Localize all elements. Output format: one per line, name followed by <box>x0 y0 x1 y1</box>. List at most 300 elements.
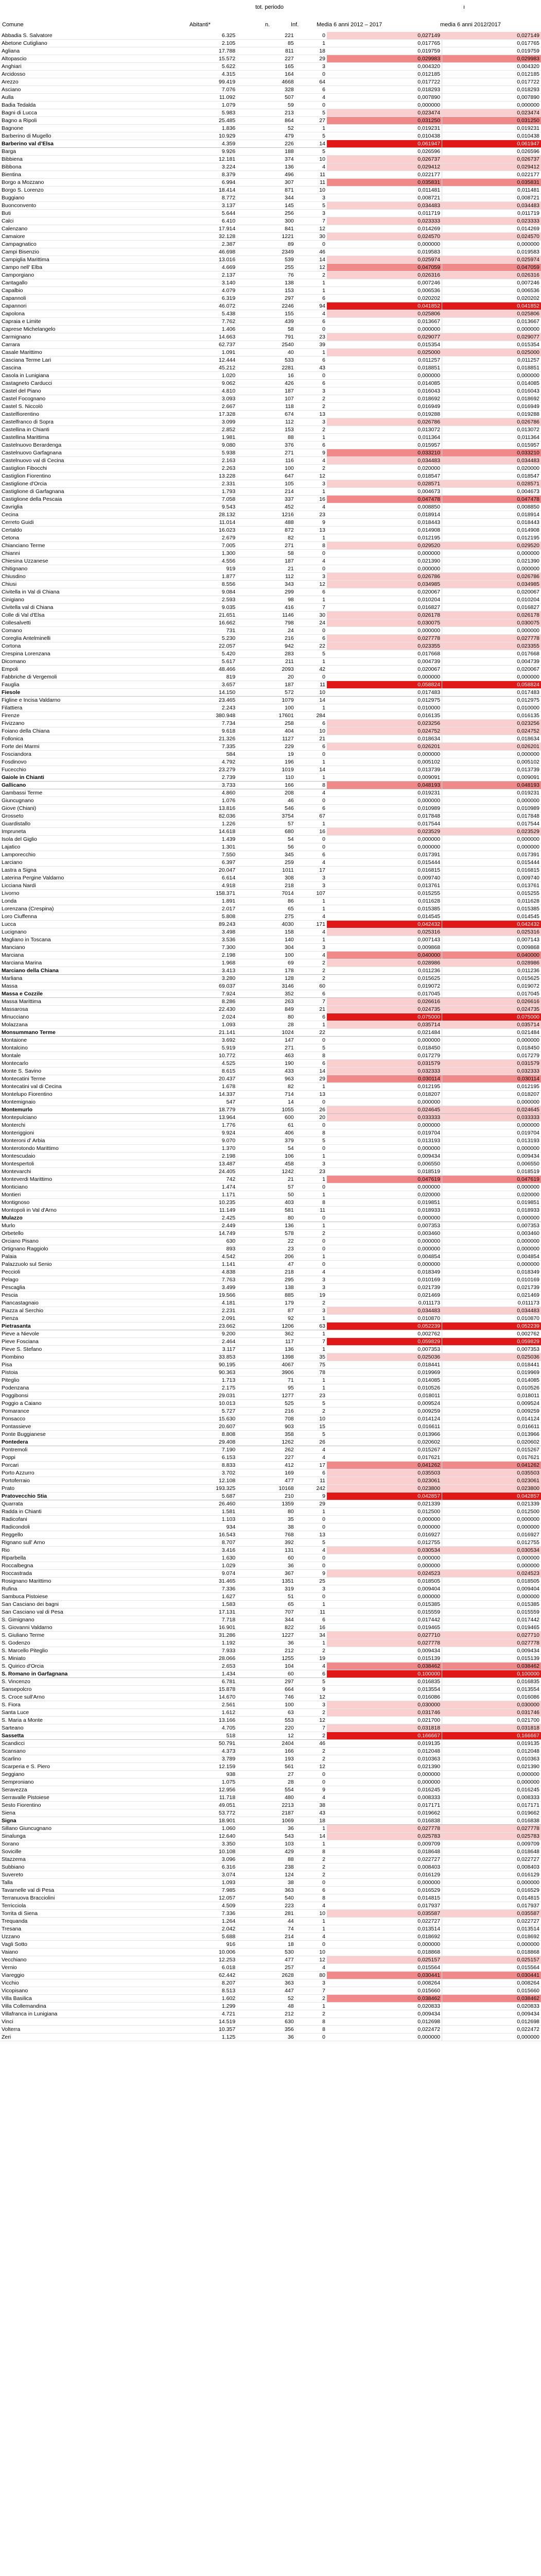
n-cell: 166 <box>237 1748 295 1755</box>
media-b-cell: 0,003460 <box>442 1230 541 1238</box>
inf-cell: 0 <box>295 372 327 380</box>
media-cell: 0,013667 <box>327 318 442 326</box>
table-row <box>0 1585 541 1593</box>
media-b-cell: 0,012755 <box>442 1539 541 1547</box>
media-cell: 0,018547 <box>327 472 442 480</box>
table-row <box>0 1732 541 1740</box>
table-row <box>0 387 541 395</box>
media-b-cell: 0,015957 <box>442 442 541 449</box>
n-cell: 281 <box>237 1910 295 1918</box>
table-row <box>0 1663 541 1670</box>
abitanti-cell: 23.662 <box>168 1323 237 1330</box>
comune-cell: Volterra <box>0 2026 168 2033</box>
n-cell: 10168 <box>237 1485 295 1493</box>
abitanti-cell: 13.166 <box>168 1717 237 1724</box>
comune-cell: Sinalunga <box>0 1833 168 1840</box>
media-b-cell: 0,000000 <box>442 751 541 758</box>
n-cell: 581 <box>237 1207 295 1214</box>
media-cell: 0,016949 <box>327 403 442 411</box>
media-cell: 0,031746 <box>327 1709 442 1717</box>
inf-cell: 2 <box>295 1755 327 1763</box>
comune-cell: S. Miniato <box>0 1655 168 1663</box>
abitanti-cell: 9.080 <box>168 442 237 449</box>
abitanti-cell: 2.331 <box>168 480 237 488</box>
n-cell: 1055 <box>237 1106 295 1114</box>
comune-cell: Palazzuolo sul Senio <box>0 1261 168 1268</box>
media-cell: 0,042857 <box>327 1493 442 1500</box>
comune-cell: Montemurlo <box>0 1106 168 1114</box>
n-cell: 218 <box>237 882 295 890</box>
inf-cell: 0 <box>295 32 327 40</box>
table-row <box>0 241 541 248</box>
media-cell: 0,010526 <box>327 1384 442 1392</box>
media-cell: 0,011257 <box>327 357 442 364</box>
n-cell: 24 <box>237 627 295 635</box>
abitanti-cell: 1.029 <box>168 1562 237 1570</box>
abitanti-cell: 21.326 <box>168 735 237 743</box>
media-b-cell: 0,021390 <box>442 557 541 565</box>
comune-cell: Guardistallo <box>0 820 168 828</box>
abitanti-cell: 10.357 <box>168 2026 237 2033</box>
table-row <box>0 1539 541 1547</box>
table-row <box>0 1778 541 1786</box>
media-cell: 0,014815 <box>327 1894 442 1902</box>
n-cell: 344 <box>237 1616 295 1624</box>
table-row <box>0 1910 541 1918</box>
n-cell: 153 <box>237 426 295 434</box>
inf-cell: 4 <box>295 503 327 511</box>
inf-cell: 1 <box>295 488 327 496</box>
table-row <box>0 565 541 573</box>
n-cell: 52 <box>237 1995 295 2003</box>
media-b-cell: 0,017483 <box>442 689 541 697</box>
n-cell: 58 <box>237 326 295 333</box>
inf-cell: 2 <box>295 465 327 472</box>
media-b-cell: 0,026316 <box>442 272 541 279</box>
abitanti-cell: 3.099 <box>168 418 237 426</box>
abitanti-cell: 13.816 <box>168 805 237 812</box>
inf-cell: 5 <box>295 109 327 117</box>
inf-cell: 5 <box>295 1678 327 1686</box>
abitanti-cell: 29.408 <box>168 1438 237 1446</box>
comune-cell: Camaiore <box>0 233 168 241</box>
inf-cell: 13 <box>295 411 327 418</box>
media-cell: 0,030075 <box>327 619 442 627</box>
comune-cell: Monte S. Savino <box>0 1067 168 1075</box>
abitanti-cell: 1.877 <box>168 573 237 581</box>
media-cell: 0,027710 <box>327 1632 442 1639</box>
comune-cell: Subbiano <box>0 1863 168 1871</box>
inf-cell: 14 <box>295 1833 327 1840</box>
n-cell: 51 <box>237 1593 295 1601</box>
inf-cell: 2 <box>295 1299 327 1307</box>
inf-cell: 19 <box>295 1655 327 1663</box>
media-cell: 0,000000 <box>327 2033 442 2041</box>
n-cell: 100 <box>237 465 295 472</box>
abitanti-cell: 3.692 <box>168 1037 237 1044</box>
abitanti-cell: 9.543 <box>168 503 237 511</box>
inf-cell: 0 <box>295 1771 327 1778</box>
inf-cell: 12 <box>295 1956 327 1964</box>
media-b-cell: 0,014545 <box>442 913 541 921</box>
comune-cell: Podenzana <box>0 1384 168 1392</box>
media-b-cell: 0,029412 <box>442 163 541 171</box>
media-b-cell: 0,015385 <box>442 1601 541 1608</box>
abitanti-cell: 1.141 <box>168 1261 237 1268</box>
comune-cell: Crespina Lorenzana <box>0 650 168 658</box>
abitanti-cell: 1.075 <box>168 1778 237 1786</box>
abitanti-cell: 1.793 <box>168 488 237 496</box>
media-b-cell: 0,017765 <box>442 40 541 47</box>
media-b-cell: 0,023256 <box>442 720 541 727</box>
media-b-cell: 0,000000 <box>442 836 541 843</box>
n-cell: 12 <box>237 1732 295 1740</box>
media-b-cell: 0,061947 <box>442 140 541 148</box>
inf-cell: 1 <box>295 1384 327 1392</box>
table-row <box>0 1238 541 1245</box>
abitanti-cell: 919 <box>168 565 237 573</box>
media-b-cell: 0,019231 <box>442 125 541 132</box>
table-row <box>0 117 541 125</box>
inf-cell: 6 <box>295 743 327 751</box>
abitanti-cell: 1.678 <box>168 1083 237 1091</box>
abitanti-cell: 7.924 <box>168 990 237 998</box>
media-cell: 0,028571 <box>327 480 442 488</box>
inf-cell: 6 <box>295 1670 327 1678</box>
media-cell: 0,026616 <box>327 998 442 1006</box>
abitanti-cell: 99.419 <box>168 78 237 86</box>
n-cell: 2281 <box>237 364 295 372</box>
media-b-cell: 0,017391 <box>442 851 541 859</box>
media-cell: 0,033210 <box>327 449 442 457</box>
inf-cell: 4 <box>295 163 327 171</box>
comune-cell: Castagneto Carducci <box>0 380 168 387</box>
comune-cell: Cavriglia <box>0 503 168 511</box>
n-cell: 213 <box>237 109 295 117</box>
media-cell: 0,015255 <box>327 890 442 897</box>
n-cell: 110 <box>237 774 295 782</box>
n-cell: 36 <box>237 1825 295 1833</box>
abitanti-cell: 89.243 <box>168 921 237 928</box>
media-cell: 0,017668 <box>327 650 442 658</box>
comune-cell: Licciana Nardi <box>0 882 168 890</box>
comune-cell: Pietrasanta <box>0 1323 168 1330</box>
n-cell: 69 <box>237 959 295 967</box>
abitanti-cell: 7.336 <box>168 1585 237 1593</box>
table-row <box>0 1469 541 1477</box>
comune-cell: Cortona <box>0 642 168 650</box>
comune-cell: Campi Bisenzio <box>0 248 168 256</box>
n-cell: 307 <box>237 179 295 187</box>
comune-cell: Pienza <box>0 1315 168 1323</box>
comune-cell: Molazzana <box>0 1021 168 1029</box>
table-row <box>0 457 541 465</box>
comune-cell: Filattiera <box>0 704 168 712</box>
n-cell: 100 <box>237 704 295 712</box>
comune-cell: Fosdinovo <box>0 758 168 766</box>
abitanti-cell: 20.437 <box>168 1075 237 1083</box>
inf-cell: 1 <box>295 534 327 542</box>
table-row <box>0 635 541 642</box>
n-cell: 17601 <box>237 712 295 720</box>
media-b-cell: 0,015564 <box>442 1964 541 1972</box>
media-b-cell: 0,000000 <box>442 565 541 573</box>
table-row <box>0 1168 541 1176</box>
table-row <box>0 581 541 588</box>
comune-cell: Vinci <box>0 2018 168 2026</box>
abitanti-cell: 12.444 <box>168 357 237 364</box>
media-b-cell: 0,015559 <box>442 1608 541 1616</box>
table-row <box>0 1578 541 1585</box>
n-cell: 283 <box>237 650 295 658</box>
comune-cell: Pontremoli <box>0 1446 168 1454</box>
comune-cell: Scansano <box>0 1748 168 1755</box>
inf-cell: 29 <box>295 1500 327 1508</box>
comune-cell: Montemignaio <box>0 1098 168 1106</box>
media-cell: 0,042432 <box>327 921 442 928</box>
n-cell: 226 <box>237 140 295 148</box>
comune-cell: S. Marcello Piteglio <box>0 1647 168 1655</box>
n-cell: 903 <box>237 1423 295 1431</box>
table-row <box>0 1717 541 1724</box>
comune-cell: Radicondoli <box>0 1523 168 1531</box>
table-row <box>0 1693 541 1701</box>
n-cell: 479 <box>237 132 295 140</box>
media-cell: 0,014085 <box>327 380 442 387</box>
media-cell: 0,052239 <box>327 1323 442 1330</box>
inf-cell: 34 <box>295 1632 327 1639</box>
inf-cell: 6 <box>295 318 327 326</box>
abitanti-cell: 14.670 <box>168 1693 237 1701</box>
header-n: n. <box>265 22 270 28</box>
media-b-cell: 0,013072 <box>442 426 541 434</box>
comune-cell: Suvereto <box>0 1871 168 1879</box>
n-cell: 21 <box>237 565 295 573</box>
media-b-cell: 0,011719 <box>442 210 541 217</box>
abitanti-cell: 32.128 <box>168 233 237 241</box>
media-cell: 0,024570 <box>327 233 442 241</box>
comune-cell: S. Gimignano <box>0 1616 168 1624</box>
abitanti-cell: 3.280 <box>168 975 237 982</box>
n-cell: 295 <box>237 1276 295 1284</box>
media-cell: 0,022472 <box>327 2026 442 2033</box>
comune-cell: Montopoli in Val d'Arno <box>0 1207 168 1214</box>
abitanti-cell: 31.465 <box>168 1578 237 1585</box>
comune-cell: Livorno <box>0 890 168 897</box>
abitanti-cell: 4.079 <box>168 287 237 295</box>
abitanti-cell: 6.781 <box>168 1678 237 1686</box>
comune-cell: Anghiari <box>0 63 168 71</box>
comune-cell: Siena <box>0 1809 168 1817</box>
table-row <box>0 1145 541 1153</box>
inf-cell: 10 <box>295 1415 327 1423</box>
abitanti-cell: 4.181 <box>168 1299 237 1307</box>
n-cell: 572 <box>237 689 295 697</box>
media-cell: 0,008403 <box>327 1863 442 1871</box>
table-row <box>0 619 541 627</box>
table-row <box>0 859 541 867</box>
inf-cell: 6 <box>295 1469 327 1477</box>
comune-cell: Scandicci <box>0 1740 168 1748</box>
inf-cell: 5 <box>295 1431 327 1438</box>
n-cell: 543 <box>237 1833 295 1840</box>
media-cell: 0,026786 <box>327 418 442 426</box>
n-cell: 21 <box>237 1176 295 1183</box>
media-cell: 0,018851 <box>327 364 442 372</box>
n-cell: 218 <box>237 1268 295 1276</box>
table-row <box>0 1933 541 1941</box>
media-cell: 0,035714 <box>327 1021 442 1029</box>
media-b-cell: 0,020000 <box>442 465 541 472</box>
table-row <box>0 1593 541 1601</box>
abitanti-cell: 6.316 <box>168 1863 237 1871</box>
abitanti-cell: 4.556 <box>168 557 237 565</box>
table-row <box>0 1183 541 1191</box>
abitanti-cell: 4.373 <box>168 1748 237 1755</box>
media-b-cell: 0,019704 <box>442 1129 541 1137</box>
media-cell: 0,025157 <box>327 1956 442 1964</box>
inf-cell: 6 <box>295 805 327 812</box>
media-b-cell: 0,020067 <box>442 588 541 596</box>
inf-cell: 8 <box>295 542 327 550</box>
inf-cell: 18 <box>295 47 327 55</box>
inf-cell: 3 <box>295 874 327 882</box>
media-cell: 0,016135 <box>327 712 442 720</box>
n-cell: 1216 <box>237 511 295 519</box>
table-row <box>0 302 541 310</box>
comune-cell: Fauglia <box>0 681 168 689</box>
table-row <box>0 1454 541 1462</box>
inf-cell: 3 <box>295 573 327 581</box>
inf-cell: 5 <box>295 650 327 658</box>
media-cell: 0,021339 <box>327 1500 442 1508</box>
n-cell: 304 <box>237 944 295 952</box>
media-cell: 0,012185 <box>327 71 442 78</box>
comune-cell: Pelago <box>0 1276 168 1284</box>
comune-cell: Peccioli <box>0 1268 168 1276</box>
n-cell: 28 <box>237 1778 295 1786</box>
table-row <box>0 820 541 828</box>
n-cell: 1011 <box>237 867 295 874</box>
comune-cell: Borgo a Mozzano <box>0 179 168 187</box>
media-cell: 0,014124 <box>327 1415 442 1423</box>
media-b-cell: 0,030075 <box>442 619 541 627</box>
inf-cell: 2 <box>295 1408 327 1415</box>
comune-cell: Villa Collemandina <box>0 2003 168 2010</box>
table-row <box>0 905 541 913</box>
n-cell: 112 <box>237 418 295 426</box>
media-cell: 0,025783 <box>327 1833 442 1840</box>
media-b-cell: 0,166667 <box>442 1732 541 1740</box>
n-cell: 190 <box>237 1060 295 1067</box>
n-cell: 664 <box>237 1686 295 1693</box>
comune-cell: Gambassi Terme <box>0 789 168 797</box>
media-b-cell: 0,016927 <box>442 1531 541 1539</box>
comune-cell: Mulazzo <box>0 1214 168 1222</box>
media-b-cell: 0,016611 <box>442 1423 541 1431</box>
inf-cell: 11 <box>295 179 327 187</box>
media-b-cell: 0,000000 <box>442 1771 541 1778</box>
table-row <box>0 967 541 975</box>
media-cell: 0,026201 <box>327 743 442 751</box>
media-cell: 0,019969 <box>327 1369 442 1377</box>
comune-cell: Tavarnelle val di Pesa <box>0 1887 168 1894</box>
abitanti-cell: 5.644 <box>168 210 237 217</box>
comune-cell: Radicofani <box>0 1516 168 1523</box>
table-row <box>0 125 541 132</box>
table-row <box>0 1570 541 1578</box>
media-b-cell: 0,017544 <box>442 820 541 828</box>
abitanti-cell: 7.076 <box>168 86 237 94</box>
media-b-cell: 0,034483 <box>442 202 541 210</box>
abitanti-cell: 3.413 <box>168 967 237 975</box>
table-row <box>0 990 541 998</box>
media-cell: 0,009740 <box>327 874 442 882</box>
media-b-cell: 0,009434 <box>442 1647 541 1655</box>
media-cell: 0,010438 <box>327 132 442 140</box>
table-row <box>0 109 541 117</box>
media-b-cell: 0,025036 <box>442 1353 541 1361</box>
media-b-cell: 0,032333 <box>442 1067 541 1075</box>
inf-cell: 2 <box>295 1647 327 1655</box>
inf-cell: 0 <box>295 1261 327 1268</box>
media-b-cell: 0,000000 <box>442 2033 541 2041</box>
media-b-cell: 0,027778 <box>442 635 541 642</box>
abitanti-cell: 4.509 <box>168 1902 237 1910</box>
media-cell: 0,003460 <box>327 1230 442 1238</box>
inf-cell: 3 <box>295 418 327 426</box>
n-cell: 496 <box>237 171 295 179</box>
media-b-cell: 0,004673 <box>442 488 541 496</box>
inf-cell: 1 <box>295 2003 327 2010</box>
media-b-cell: 0,042857 <box>442 1493 541 1500</box>
abitanti-cell: 7.762 <box>168 318 237 326</box>
table-row <box>0 673 541 681</box>
table-row <box>0 47 541 55</box>
abitanti-cell: 2.105 <box>168 40 237 47</box>
media-cell: 0,016043 <box>327 387 442 395</box>
abitanti-cell: 2.593 <box>168 596 237 604</box>
table-row <box>0 101 541 109</box>
media-b-cell: 0,011173 <box>442 1299 541 1307</box>
table-row <box>0 1408 541 1415</box>
n-cell: 220 <box>237 1724 295 1732</box>
inf-cell: 0 <box>295 1879 327 1887</box>
media-b-cell: 0,052239 <box>442 1323 541 1330</box>
media-cell: 0,040000 <box>327 952 442 959</box>
table-row <box>0 604 541 612</box>
inf-cell: 14 <box>295 256 327 264</box>
media-cell: 0,019135 <box>327 1740 442 1748</box>
inf-cell: 2 <box>295 1856 327 1863</box>
inf-cell: 13 <box>295 527 327 534</box>
abitanti-cell: 6.410 <box>168 217 237 225</box>
media-cell: 0,018933 <box>327 1207 442 1214</box>
comune-cell: Vicopisano <box>0 1987 168 1995</box>
media-b-cell: 0,018441 <box>442 1361 541 1369</box>
media-cell: 0,018868 <box>327 1948 442 1956</box>
n-cell: 2404 <box>237 1740 295 1748</box>
abitanti-cell: 8.286 <box>168 998 237 1006</box>
comune-cell: Fivizzano <box>0 720 168 727</box>
media-b-cell: 0,020202 <box>442 295 541 302</box>
table-row <box>0 1284 541 1292</box>
media-cell: 0,017391 <box>327 851 442 859</box>
media-cell: 0,000000 <box>327 1238 442 1245</box>
abitanti-cell: 10.235 <box>168 1199 237 1207</box>
n-cell: 864 <box>237 117 295 125</box>
media-cell: 0,000000 <box>327 1122 442 1129</box>
